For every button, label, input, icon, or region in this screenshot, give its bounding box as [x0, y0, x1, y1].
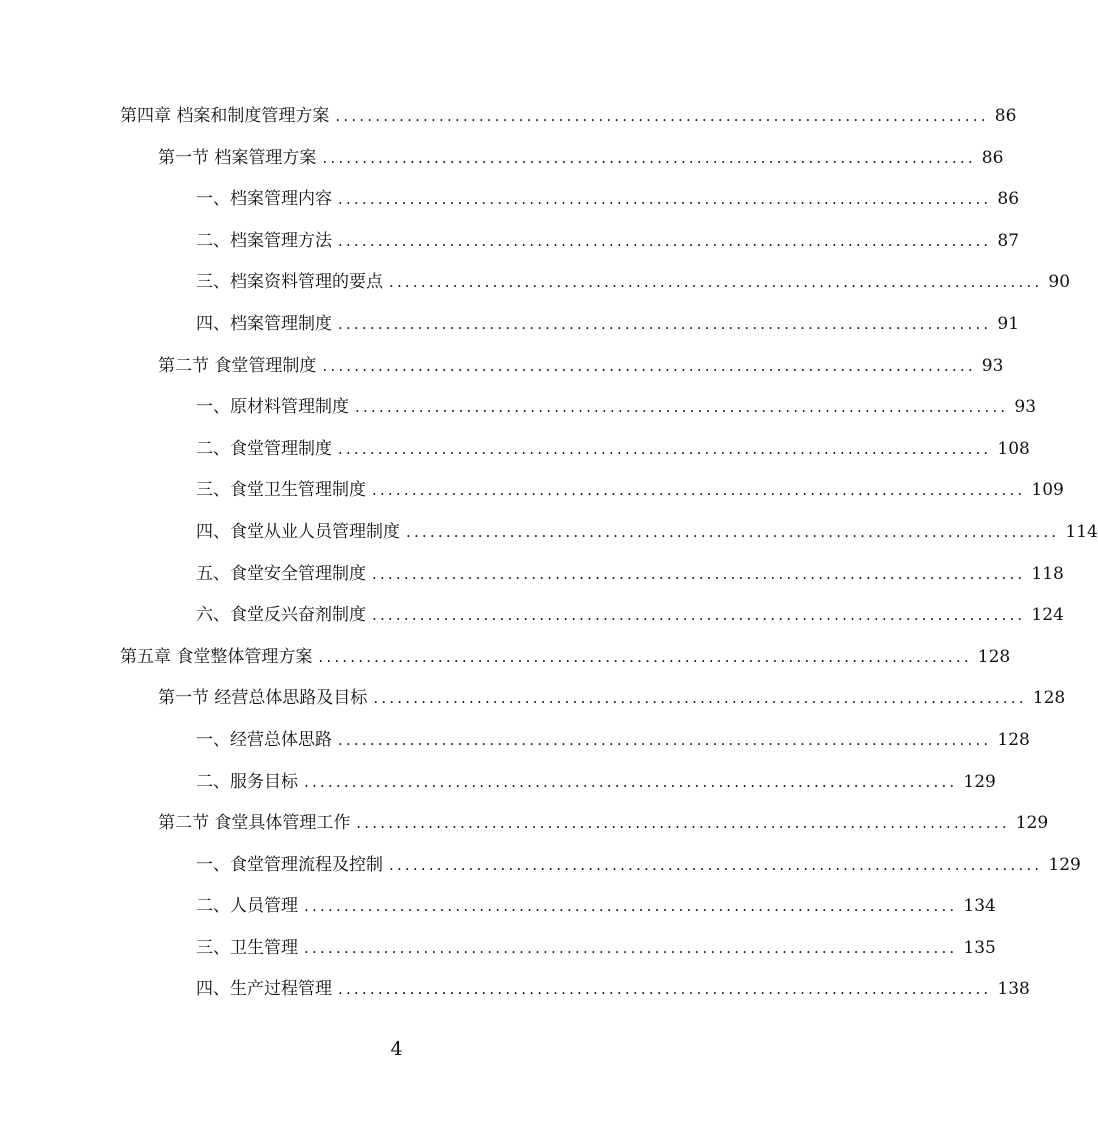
toc-row[interactable] — [120, 637, 1011, 679]
toc-page-number: 124 — [1031, 605, 1064, 626]
toc-leader-dots: .................................................................................. — [322, 356, 976, 375]
toc-row[interactable] — [120, 262, 1071, 304]
toc-page-number: 87 — [997, 230, 1020, 251]
toc-page-number: 129 — [1015, 813, 1049, 834]
toc-entry-label: 二、人员管理 — [196, 896, 298, 917]
toc-row[interactable] — [120, 221, 1020, 263]
toc-entry-label: 四、生产过程管理 — [196, 979, 332, 1000]
toc-entry-label: 第二节 食堂具体管理工作 — [158, 813, 351, 834]
toc-row[interactable] — [120, 595, 1064, 637]
toc-row[interactable] — [120, 387, 1037, 429]
toc-entry-label: 一、原材料管理制度 — [196, 397, 349, 418]
toc-entry-label: 第四章 档案和制度管理方案 — [120, 106, 330, 126]
toc-leader-dots: .................................................................................. — [338, 314, 992, 333]
toc-leader-dots: .................................................................................. — [304, 772, 958, 791]
toc-entry-label: 三、食堂卫生管理制度 — [196, 480, 366, 501]
toc-leader-dots: .................................................................................. — [406, 522, 1060, 541]
toc-row[interactable] — [120, 96, 1017, 138]
toc-page-number: 86 — [994, 106, 1017, 126]
toc-row[interactable] — [120, 429, 1030, 471]
toc-page-number: 129 — [1048, 854, 1081, 875]
toc-entry-label: 一、食堂管理流程及控制 — [196, 854, 383, 875]
toc-page-number: 90 — [1048, 272, 1071, 293]
toc-row[interactable] — [120, 762, 996, 804]
toc-page-number: 108 — [997, 438, 1030, 459]
toc-page-number: 93 — [1014, 397, 1037, 418]
toc-row[interactable] — [120, 803, 1049, 845]
toc-row[interactable] — [120, 886, 996, 928]
toc-page-number: 135 — [963, 937, 996, 958]
toc-page-number: 114 — [1065, 521, 1098, 542]
toc-page-number: 128 — [977, 646, 1011, 667]
toc-leader-dots: .................................................................................. — [372, 606, 1026, 625]
toc-leader-dots: .................................................................................. — [304, 897, 958, 916]
toc-entry-label: 二、档案管理方法 — [196, 230, 332, 251]
toc-entry-label: 五、食堂安全管理制度 — [196, 563, 366, 584]
toc-entry-label: 第二节 食堂管理制度 — [158, 355, 317, 376]
toc-entry-label: 一、经营总体思路 — [196, 729, 332, 750]
toc-row[interactable] — [120, 304, 1020, 346]
toc-page-number: 138 — [997, 979, 1030, 1000]
toc-entry-label: 二、食堂管理制度 — [196, 438, 332, 459]
toc-entry-label: 六、食堂反兴奋剂制度 — [196, 605, 366, 626]
toc-page-number: 128 — [1032, 688, 1066, 709]
toc-leader-dots: .................................................................................. — [338, 980, 992, 999]
toc-row[interactable] — [120, 969, 1030, 1011]
toc-page-number: 86 — [997, 189, 1020, 210]
toc-page-number: 86 — [981, 147, 1004, 168]
toc-leader-dots: .................................................................................. — [389, 273, 1043, 292]
toc-entry-label: 三、档案资料管理的要点 — [196, 272, 383, 293]
toc-page-number: 91 — [997, 313, 1020, 334]
toc-row[interactable] — [120, 138, 1004, 180]
toc-entry-label: 三、卫生管理 — [196, 937, 298, 958]
toc-row[interactable] — [120, 179, 1020, 221]
toc-page-number: 93 — [981, 355, 1004, 376]
table-of-contents — [120, 96, 1098, 1011]
toc-leader-dots: .................................................................................. — [373, 689, 1027, 708]
toc-row[interactable] — [120, 346, 1004, 388]
toc-leader-dots: .................................................................................. — [304, 938, 958, 957]
toc-page-number: 109 — [1031, 480, 1064, 501]
toc-entry-label: 四、档案管理制度 — [196, 313, 332, 334]
toc-entry-label: 第五章 食堂整体管理方案 — [120, 646, 313, 667]
toc-entry-label: 第一节 档案管理方案 — [158, 147, 317, 168]
toc-leader-dots: .................................................................................. — [335, 107, 989, 125]
toc-entry-label: 二、服务目标 — [196, 771, 298, 792]
toc-leader-dots: .................................................................................. — [389, 855, 1043, 874]
toc-row[interactable] — [120, 470, 1064, 512]
page-footer-number: 4 — [390, 1038, 403, 1060]
toc-entry-label: 第一节 经营总体思路及目标 — [158, 688, 368, 709]
toc-leader-dots: .................................................................................. — [356, 814, 1010, 833]
toc-row[interactable] — [120, 512, 1098, 554]
toc-leader-dots: .................................................................................. — [355, 398, 1009, 417]
toc-row[interactable] — [120, 845, 1081, 887]
toc-row[interactable] — [120, 928, 996, 970]
toc-page-number: 118 — [1031, 563, 1064, 584]
toc-leader-dots: .................................................................................. — [322, 148, 976, 167]
toc-leader-dots: .................................................................................. — [372, 481, 1026, 500]
toc-page-number: 129 — [963, 771, 996, 792]
toc-row[interactable] — [120, 720, 1030, 762]
toc-entry-label: 四、食堂从业人员管理制度 — [196, 521, 400, 542]
toc-leader-dots: .................................................................................. — [372, 564, 1026, 583]
toc-entry-label: 一、档案管理内容 — [196, 189, 332, 210]
toc-leader-dots: .................................................................................. — [338, 730, 992, 749]
toc-leader-dots: .................................................................................. — [338, 190, 992, 209]
toc-row[interactable] — [120, 678, 1066, 720]
toc-row[interactable] — [120, 554, 1064, 596]
toc-page-number: 134 — [963, 896, 996, 917]
toc-leader-dots: .................................................................................. — [338, 231, 992, 250]
toc-leader-dots: .................................................................................. — [338, 439, 992, 458]
toc-leader-dots: .................................................................................. — [318, 647, 972, 666]
toc-page-number: 128 — [997, 729, 1030, 750]
